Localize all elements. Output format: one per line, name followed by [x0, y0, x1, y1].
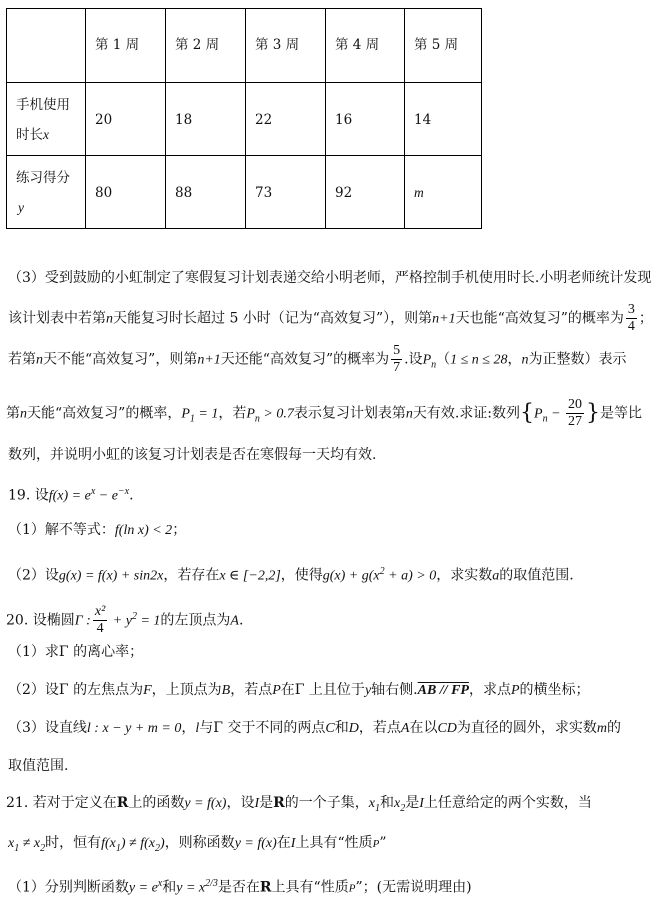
- table-cell: 80: [95, 185, 113, 201]
- table-cell: 18: [175, 112, 193, 128]
- table-col-divider: [165, 9, 166, 228]
- table-cell: 92: [335, 185, 353, 201]
- q19-part2: （2）设g(x) = f(x) + sin2x，若存在x ∈ [−2,2]，使得$g(x) + g(x^2 + a) > 0$，求实数a的取值范围.: [8, 566, 574, 584]
- fraction: $\frac{\text{x²}}{4}$: [94, 604, 106, 636]
- q21-line1: 21. 若对于定义在R上的函数y = f(x)，设I是R的一个子集，$x_1$和$x_2$是I上任意给定的两个实数，当: [6, 795, 592, 814]
- q18-part3-line3: 若第n天不能“高效复习”，则第n+1天还能“高效复习”的概率为 $\frac{5}{7}$ .设$P_n(1 \le n \le 28$，n为正整数）表示: [8, 343, 627, 375]
- table-cell: 73: [255, 185, 273, 201]
- table-col-divider: [85, 9, 86, 228]
- q18-part3-line2: 该计划表中若第n天能复习时长超过 5 小时（记为“高效复习”），则第n+1天也能“高效复习”的概率为 $\frac{3}{4}$ ；: [8, 302, 653, 334]
- table-cell: 20: [95, 112, 113, 128]
- fraction: $\frac{3}{4}$: [627, 302, 635, 334]
- q18-part3-line1: （3）受到鼓励的小虹制定了寒假复习计划表递交给小明老师，严格控制手机使用时长.小明老师统计发现: [8, 270, 652, 286]
- table-row-divider: [7, 155, 481, 156]
- fraction: $\frac{5}{7}$: [393, 343, 401, 375]
- row2-label: 练习得分: [16, 170, 70, 186]
- q18-part3-line5: 数列，并说明小虹的该复习计划表是否在寒假每一天均有效.: [8, 447, 377, 463]
- table-col-divider: [325, 9, 326, 228]
- table-col-divider: [404, 9, 405, 228]
- row2-label-var: y: [18, 200, 24, 215]
- table-header-cell: 第 2 周: [175, 37, 220, 53]
- table-cell: 14: [414, 112, 432, 128]
- table-col-divider: [245, 9, 246, 228]
- table-header-cell: 第 1 周: [95, 37, 140, 53]
- q19-title: 19. 设$f(x) = e^x - e^{-x}$.: [8, 486, 134, 504]
- row1-label: 手机使用: [16, 97, 70, 113]
- q20-title: 20. 设椭圆Γ : $\frac{\text{x²}}{4}$ + $y^2 = 1$的左顶点为A.: [6, 604, 244, 636]
- table-header-cell: 第 3 周: [255, 37, 300, 53]
- table-cell: 16: [335, 112, 353, 128]
- q20-part3-cont: 取值范围.: [8, 758, 69, 774]
- q20-part2: （2）设Γ 的左焦点为F，上顶点为B，若点P在Γ 上且位于y轴右侧.AB // FP，求点P的横坐标；: [8, 682, 590, 698]
- table-header-cell: 第 5 周: [414, 37, 459, 53]
- table-cell: m: [414, 185, 424, 200]
- table-cell: 22: [255, 112, 273, 128]
- fraction: $\frac{20}{27}$: [568, 397, 583, 429]
- table-row-divider: [7, 82, 481, 83]
- q21-line2: $x_1 \ne x_2$时，恒有$f(x_1) \ne f(x_2)$，则称函数y = f(x)在I上具有“性质P”: [8, 835, 387, 854]
- q20-part3: （3）设直线l : x − y + m = 0，l与Γ 交于不同的两点C和D，若点A在以CD为直径的圆外，求实数m的: [8, 720, 622, 736]
- q19-part1: （1）解不等式：f(ln x) < 2；: [8, 522, 187, 538]
- q20-part1: （1）求Γ 的离心率；: [8, 644, 144, 660]
- table-header-cell: 第 4 周: [335, 37, 380, 53]
- data-table: [6, 8, 482, 229]
- q18-part3-line4: 第n天能“高效复习”的概率，$P_1 = 1$，若$P_n > 0.7$表示复习计划表第n天有效.求证:数列{$P_n$ − $\frac{20}{27}$ }是等比: [6, 397, 643, 429]
- row1-label-line2: 时长x: [16, 127, 49, 143]
- q21-part1: （1）分别判断函数$y = e^x$和$y = x^{2/3}$是否在R上具有“性质P”；(无需说明理由): [8, 878, 472, 896]
- table-cell: 88: [175, 185, 193, 201]
